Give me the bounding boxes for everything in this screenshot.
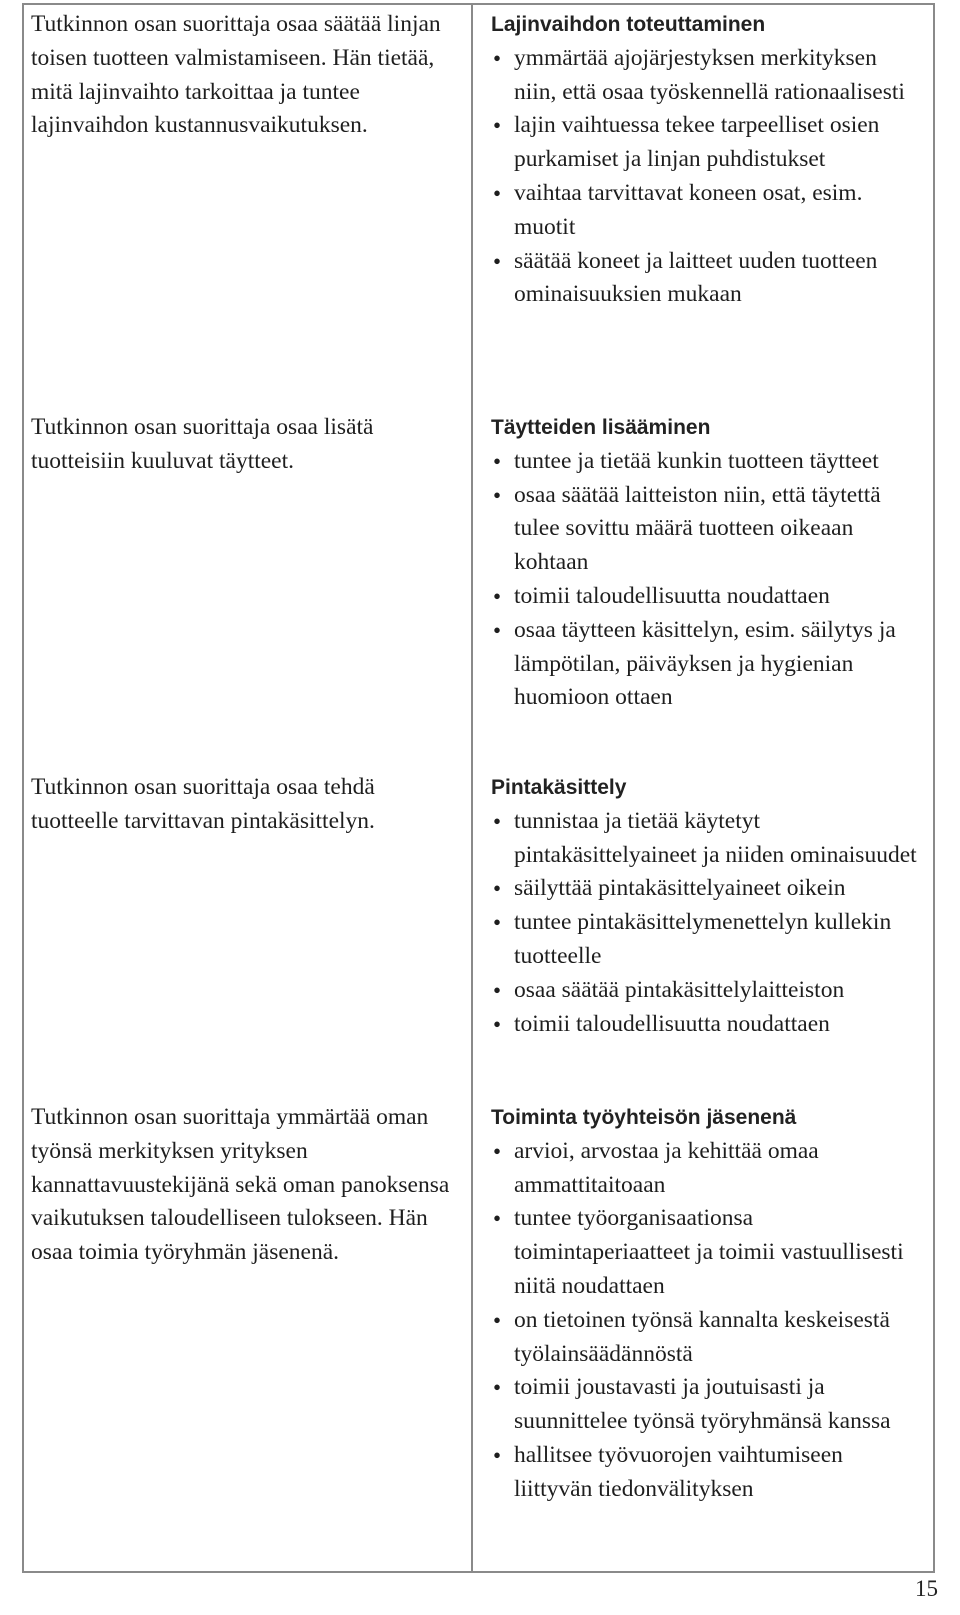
criterion-text: Tutkinnon osan suorittaja ymmärtää oman työnsä merkityksen yrityksen kannattavuustekijänä sekä oman panoksensa vaikutuksen taloudelliseen tulokseen. Hän osaa toimia työryhmän jäsenenä. xyxy=(31,1104,450,1266)
list-item: • tuntee pintakäsittelymenettelyn kullekin tuotteelle xyxy=(491,906,921,974)
list-item: • toimii joustavasti ja joutuisasti ja suunnittelee työnsä työryhmänsä kanssa xyxy=(491,1371,921,1439)
list-item: • hallitsee työvuorojen vaihtumiseen liittyvän tiedonvälityksen xyxy=(491,1439,921,1507)
list-item: • toimii taloudellisuutta noudattaen xyxy=(491,1008,921,1042)
criterion-text: Tutkinnon osan suorittaja osaa tehdä tuotteelle tarvittavan pintakäsittelyn. xyxy=(31,774,375,834)
criterion-text: Tutkinnon osan suorittaja osaa lisätä tuotteisiin kuuluvat täytteet. xyxy=(31,414,374,474)
list-item: • ymmärtää ajojärjestyksen merkityksen niin, että osaa työskennellä rationaalisesti xyxy=(491,42,921,110)
skill-section xyxy=(491,1101,921,1507)
list-item: • lajin vaihtuessa tekee tarpeelliset osien purkamiset ja linjan puhdistukset xyxy=(491,109,921,177)
column-divider xyxy=(471,5,473,1571)
list-item: • tunnistaa ja tietää käytetyt pintakäsittelyaineet ja niiden ominaisuudet xyxy=(491,805,921,873)
bullet-list xyxy=(491,42,921,312)
criteria-table xyxy=(22,3,935,1573)
bullet-list xyxy=(491,805,921,1042)
bullet-list xyxy=(491,1135,921,1507)
list-item: • säätää koneet ja laitteet uuden tuotteen ominaisuuksien mukaan xyxy=(491,245,921,313)
skill-section xyxy=(491,411,921,715)
list-item: • on tietoinen työnsä kannalta keskeisestä työlainsäädännöstä xyxy=(491,1304,921,1372)
list-item: • tuntee työorganisaationsa toimintaperiaatteet ja toimii vastuullisesti niitä noudattaen xyxy=(491,1202,921,1303)
criterion-text: Tutkinnon osan suorittaja osaa säätää linjan toisen tuotteen valmistamiseen. Hän tietää, mitä lajinvaihto tarkoittaa ja tuntee lajinvaihdon kustannusvaikutuksen. xyxy=(31,11,441,139)
list-item: • osaa täytteen käsittelyn, esim. säilytys ja lämpötilan, päiväyksen ja hygienian huomioon ottaen xyxy=(491,614,921,715)
skill-section xyxy=(491,771,921,1041)
section-heading: Täytteiden lisääminen xyxy=(491,416,711,439)
section-heading: Lajinvaihdon toteuttaminen xyxy=(491,13,766,36)
list-item: • tuntee ja tietää kunkin tuotteen täytteet xyxy=(491,445,921,479)
list-item: • arvioi, arvostaa ja kehittää omaa ammattitaitoaan xyxy=(491,1135,921,1203)
list-item: • vaihtaa tarvittavat koneen osat, esim. muotit xyxy=(491,177,921,245)
skill-section xyxy=(491,8,921,312)
list-item: • osaa säätää pintakäsittelylaitteiston xyxy=(491,974,921,1008)
list-item: • toimii taloudellisuutta noudattaen xyxy=(491,580,921,614)
section-heading: Toiminta työyhteisön jäsenenä xyxy=(491,1106,797,1129)
bullet-list xyxy=(491,445,921,715)
list-item: • osaa säätää laitteiston niin, että täytettä tulee sovittu määrä tuotteen oikeaan kohtaan xyxy=(491,479,921,580)
list-item: • säilyttää pintakäsittelyaineet oikein xyxy=(491,872,921,906)
section-heading: Pintakäsittely xyxy=(491,776,627,799)
page-number: 15 xyxy=(915,1576,938,1601)
